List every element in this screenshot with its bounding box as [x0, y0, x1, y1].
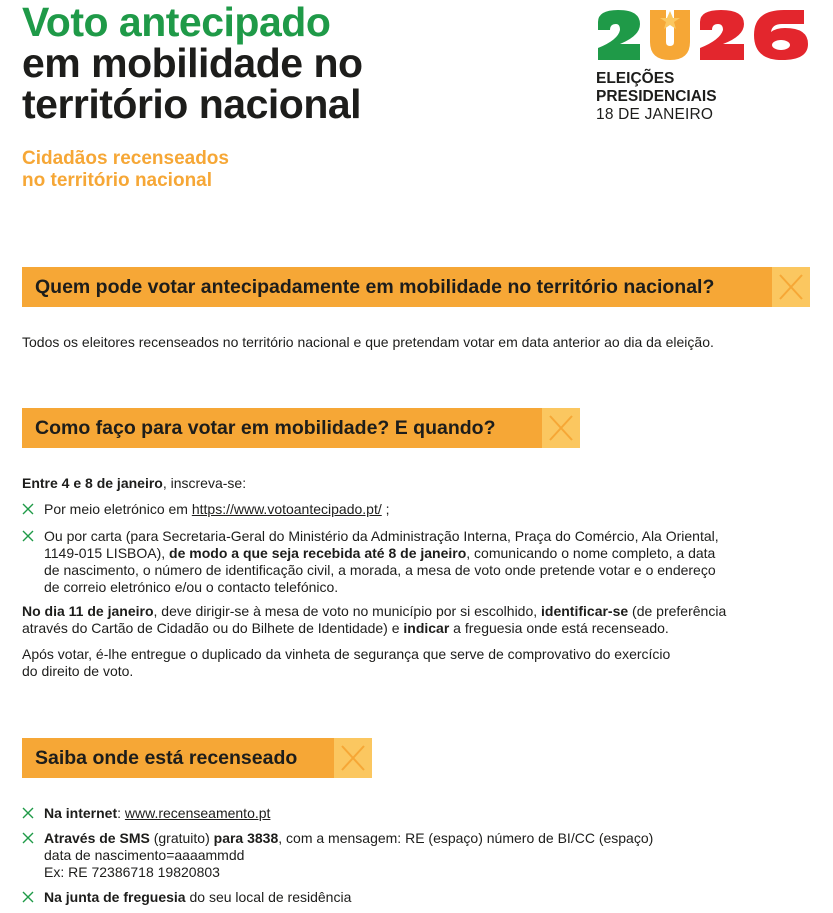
item-text: do seu local de residência	[185, 889, 352, 905]
list-item	[22, 889, 351, 906]
list-item	[22, 805, 270, 822]
section-heading-how-to-vote	[22, 408, 580, 448]
para-text: a freguesia onde está recenseado.	[449, 620, 669, 636]
deadline-text: de modo a que seja recebida até 8 de janeiro	[169, 545, 467, 561]
x-bullet-icon	[22, 503, 34, 515]
x-mark-icon	[542, 408, 580, 448]
identify-text: identificar-se	[541, 603, 629, 619]
para-text: Após votar, é-lhe entregue o duplicado da vinheta de segurança que serve de comprovativo do exercício	[22, 646, 671, 662]
elections-logo	[596, 8, 810, 124]
para-text: do direito de voto.	[22, 663, 134, 679]
para-text: (de preferência	[628, 603, 727, 619]
registration-dates: Entre 4 e 8 de janeiro	[22, 475, 163, 491]
section-2-after-vote	[22, 646, 670, 680]
indicate-text: indicar	[403, 620, 450, 636]
section-1-text: Todos os eleitores recenseados no território nacional e que pretendam votar em data anterior ao dia da eleição.	[22, 334, 714, 350]
item-text: data de nascimento=aaaammdd	[44, 847, 245, 863]
sms-label: Através de SMS	[44, 830, 150, 846]
section-3-heading: Saiba onde está recenseado	[35, 746, 298, 769]
para-text: através do Cartão de Cidadão ou do Bilhete de Identidade) e	[22, 620, 404, 636]
item-text: 1149-015 LISBOA),	[44, 545, 170, 561]
votoantecipado-link[interactable]: https://www.votoantecipado.pt/	[191, 501, 382, 517]
x-bullet-icon	[22, 530, 34, 542]
subtitle-line-1: Cidadãos recenseados	[22, 148, 229, 169]
parish-label: Na junta de freguesia	[44, 889, 186, 905]
recenseamento-link[interactable]: www.recenseamento.pt	[124, 805, 271, 821]
item-text: (gratuito)	[149, 830, 214, 846]
intro-text: , inscreva-se:	[162, 475, 247, 491]
section-2-intro	[22, 475, 246, 492]
x-bullet-icon	[22, 807, 34, 819]
title-line-2: em mobilidade no	[22, 40, 363, 86]
logo-line-1: ELEIÇÕES	[596, 70, 675, 87]
item-text: Por meio eletrónico em	[44, 501, 192, 517]
item-text: ;	[381, 501, 390, 517]
title-line-1: Voto antecipado	[22, 0, 331, 45]
logo-line-2: PRESIDENCIAIS	[596, 88, 717, 105]
item-text: Ou por carta (para Secretaria-Geral do Ministério da Administração Interna, Praça do Comércio, Ala Oriental,	[44, 528, 719, 544]
section-heading-who-can-vote	[22, 267, 810, 307]
list-item	[22, 501, 390, 518]
list-item	[22, 528, 719, 596]
x-bullet-icon	[22, 891, 34, 903]
page-title	[22, 2, 363, 125]
election-date: 18 DE JANEIRO	[596, 106, 714, 123]
item-text: de nascimento, o número de identificação civil, a morada, a mesa de voto onde pretende votar e o endereço	[44, 562, 716, 578]
subtitle	[22, 148, 229, 192]
subtitle-line-2: no território nacional	[22, 170, 213, 191]
para-text: , deve dirigir-se à mesa de voto no município por si escolhido,	[153, 603, 542, 619]
item-text: , comunicando o nome completo, a data	[466, 545, 716, 561]
section-1-heading: Quem pode votar antecipadamente em mobilidade no território nacional?	[35, 275, 715, 298]
logo-caption	[596, 70, 810, 124]
x-mark-icon	[334, 738, 372, 778]
x-mark-icon	[772, 267, 810, 307]
section-heading-where-registered	[22, 738, 372, 778]
item-text: , com a mensagem: RE (espaço) número de BI/CC (espaço)	[278, 830, 654, 846]
sms-example: Ex: RE 72386718 19820803	[44, 864, 220, 880]
logo-2026-mark	[596, 8, 810, 62]
section-2-voting-day	[22, 603, 726, 637]
sms-number: para 3838	[213, 830, 279, 846]
internet-label: Na internet	[44, 805, 118, 821]
section-2-heading: Como faço para votar em mobilidade? E quando?	[35, 416, 496, 439]
item-text: de correio eletrónico e/ou o contacto telefónico.	[44, 579, 339, 595]
item-text: :	[117, 805, 125, 821]
title-line-3: território nacional	[22, 81, 362, 127]
voting-date: No dia 11 de janeiro	[22, 603, 154, 619]
x-bullet-icon	[22, 832, 34, 844]
list-item	[22, 830, 653, 881]
